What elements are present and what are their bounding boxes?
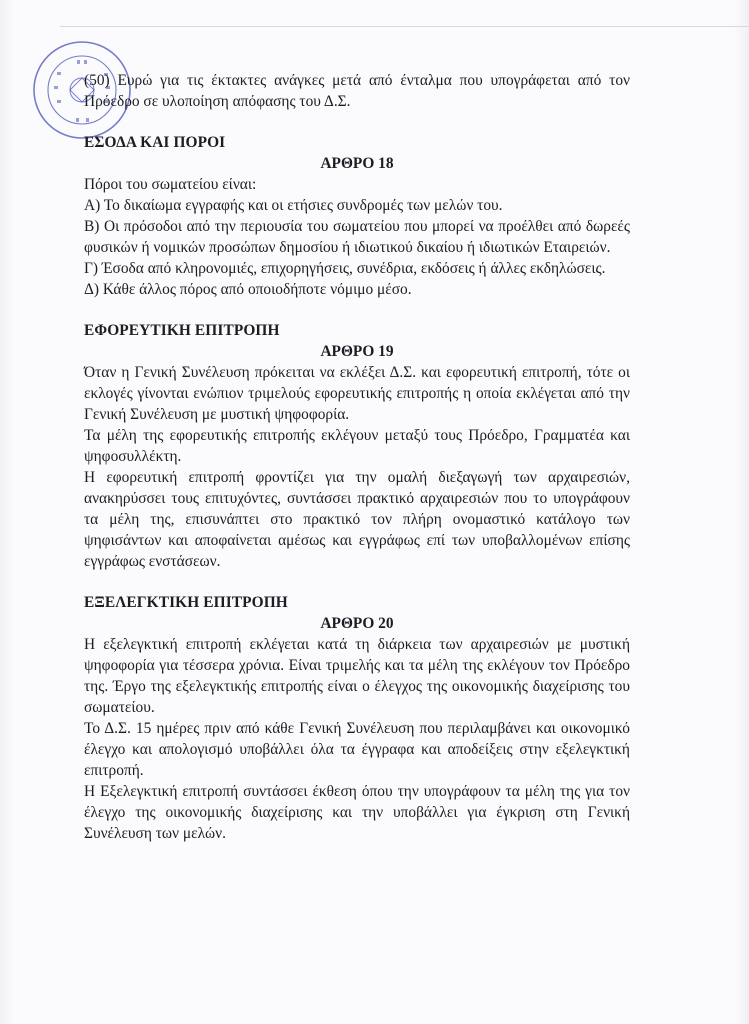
section-heading: ΕΣΟΔΑ ΚΑΙ ΠΟΡΟΙ <box>84 134 226 151</box>
paragraph: Δ) Κάθε άλλος πόρος από οποιοδήποτε νόμιμο μέσο. <box>84 281 412 298</box>
section-heading: ΕΦΟΡΕΥΤΙΚΗ ΕΠΙΤΡΟΠΗ <box>84 322 280 339</box>
paragraph: Β) Οι πρόσοδοι από την περιουσία του σωματείου που μπορεί να προέλθει από δωρεές φυσικών ή νομικών προσώπων δημοσίου ή ιδιωτικού δικαίου ή ιδιωτικών Εταιρειών. <box>84 218 630 256</box>
article-number: ΑΡΘΡΟ 20 <box>320 615 394 632</box>
paragraph: Η εξελεγκτική επιτροπή εκλέγεται κατά τη διάρκεια των αρχαιρεσιών με μυστική ψηφοφορία για τέσσερα χρόνια. Είναι τριμελής και τα μέλη της εκλέγουν τον Πρόεδρο της. Έργο της εξελεγκτικής επιτροπής είναι ο έλεγχος της οικονομικής διαχείρισης του σωματείου. <box>84 636 630 716</box>
paragraph: Τα μέλη της εφορευτικής επιτροπής εκλέγουν μεταξύ τους Πρόεδρο, Γραμματέα και ψηφοσυλλέκτη. <box>84 427 630 465</box>
section-electoral-committee <box>84 320 630 572</box>
article-number: ΑΡΘΡΟ 19 <box>320 343 394 360</box>
section-heading: ΕΞΕΛΕΓΚΤΙΚΗ ΕΠΙΤΡΟΠΗ <box>84 594 288 611</box>
paragraph: Η Εξελεγκτική επιτροπή συντάσσει έκθεση όπου την υπογράφουν τα μέλη της για τον έλεγχο της οικονομικής διαχείρισης και την υποβάλλει για έγκριση στη Γενική Συνέλευση των μελών. <box>84 783 630 842</box>
intro-line: από τον Πρόεδρο σε υλοποίηση απόφασης του Δ.Σ. <box>84 72 630 110</box>
intro-paragraph <box>84 70 630 112</box>
page-top-rule <box>60 26 749 27</box>
paragraph: Πόροι του σωματείου είναι: <box>84 176 257 193</box>
section-audit-committee <box>84 592 630 844</box>
paragraph: Γ) Έσοδα από κληρονομιές, επιχορηγήσεις, συνέδρια, εκδόσεις ή άλλες εκδηλώσεις. <box>84 260 606 277</box>
paragraph: Η εφορευτική επιτροπή φροντίζει για την ομαλή διεξαγωγή των αρχαιρεσιών, ανακηρύσσει τους επιτυχόντες, συντάσσει πρακτικό αρχαιρεσιών που το υπογράφουν τα μέλη της, επισυνάπτει στο πρακτικό τον πλήρη ονομαστικό κατάλογο των ψηφισάντων και αποφαίνεται αμέσως και εγγράφως επί των υποβαλλομένων επίσης εγγράφως ενστάσεων. <box>84 469 630 570</box>
document-body <box>84 70 630 844</box>
paragraph: Όταν η Γενική Συνέλευση πρόκειται να εκλέξει Δ.Σ. και εφορευτική επιτροπή, τότε οι εκλογές γίνονται ενώπιον τριμελούς εφορευτικής επιτροπής η οποία εκλέγεται από την Γενική Συνέλευση με μυστική ψηφοφορία. <box>84 364 630 423</box>
article-number: ΑΡΘΡΟ 18 <box>320 155 394 172</box>
paragraph: Α) Το δικαίωμα εγγραφής και οι ετήσιες συνδρομές των μελών του. <box>84 197 503 214</box>
section-income <box>84 132 630 300</box>
intro-line: (50) Ευρώ για τις έκτακτες ανάγκες μετά από ένταλμα που υπογράφεται <box>84 72 570 89</box>
paragraph: Το Δ.Σ. 15 ημέρες πριν από κάθε Γενική Συνέλευση που περιλαμβάνει και οικονομικό έλεγχο και απολογισμό υποβάλλει όλα τα έγγραφα και αποδείξεις στην εξελεγκτική επιτροπή. <box>84 720 630 779</box>
